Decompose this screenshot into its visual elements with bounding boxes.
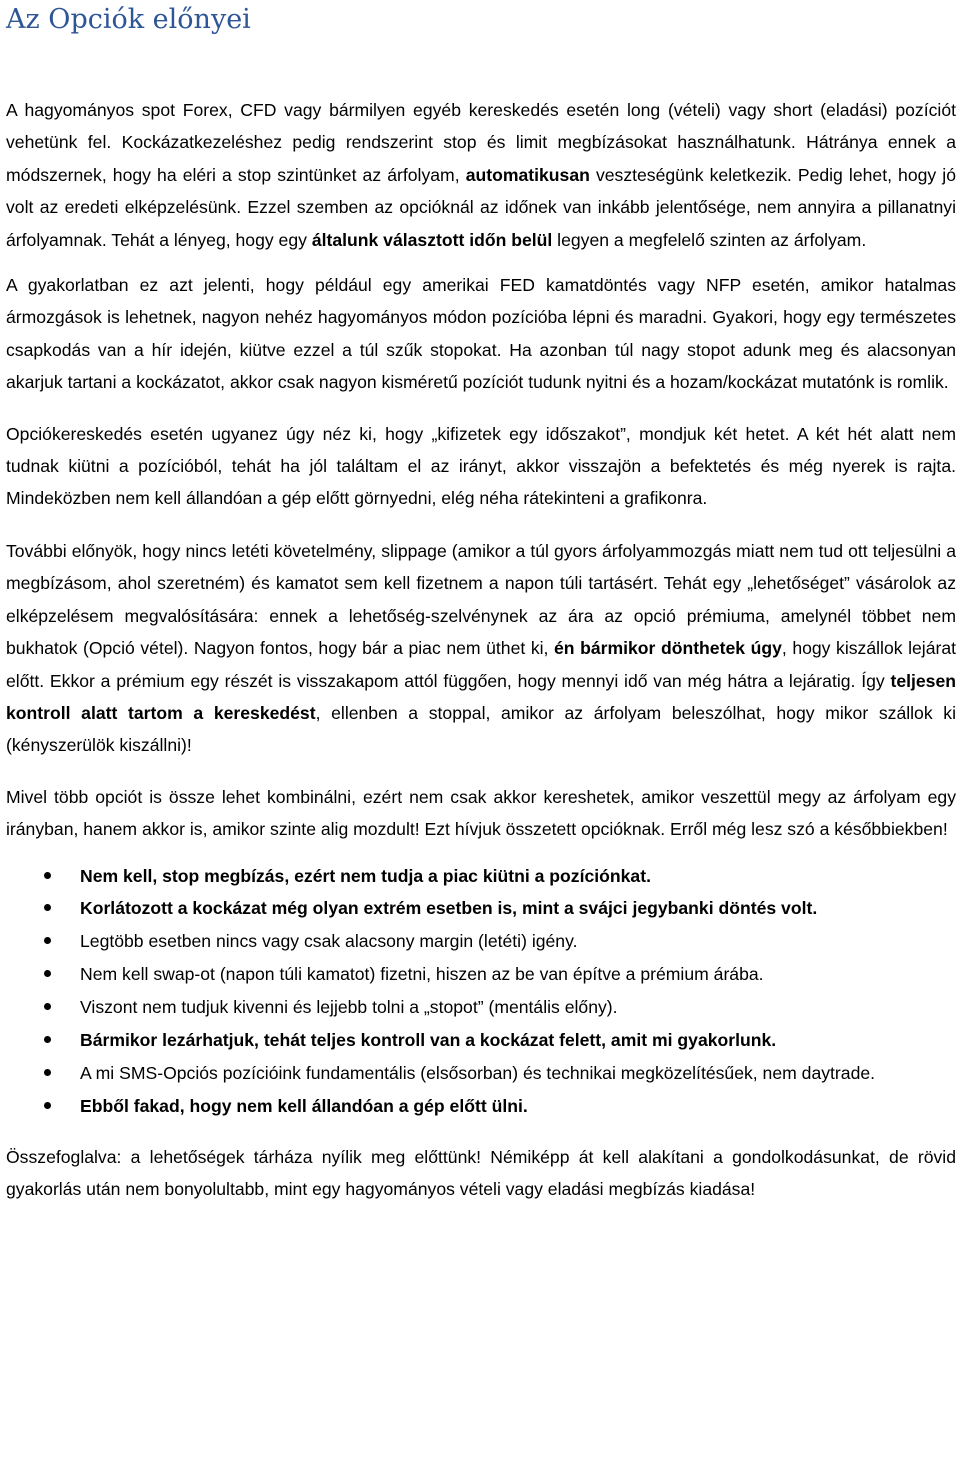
paragraph-intro-text-a: A hagyományos spot Forex, CFD vagy bármilyen egyéb kereskedés esetén long (vételi) vagy short (eladási) pozíciót vehetünk fel. Kockázatkezeléshez pedig rendszerint stop és limit megbízásokat használhatunk. Hátránya ennek a módszernek, hogy ha eléri a stop szintünket az árfolyam,	[6, 100, 956, 185]
paragraph-more-advantages-text-c: , hogy kiszállok lejárat előtt. Ekkor a prémium egy részét is visszakapom attól függően, hogy mennyi idő van még hátra a lejáratig. Így	[6, 638, 957, 691]
list-item	[6, 991, 956, 1024]
paragraph-more-advantages-bold-control: teljesen kontroll alatt tartom a kereskedést	[6, 670, 956, 723]
paragraph-intro-bold-automatic: automatikusan	[465, 164, 590, 185]
bullet-icon	[44, 1102, 51, 1109]
bullet-icon	[44, 1069, 51, 1076]
bullet-icon	[44, 970, 51, 977]
list-item-text: Ebből fakad, hogy nem kell állandóan a gép előtt ülni.	[80, 1095, 528, 1116]
list-item-text: Korlátozott a kockázat még olyan extrém esetben is, mint a svájci jegybanki döntés volt.	[80, 898, 818, 919]
advantages-list	[6, 860, 956, 1123]
bullet-icon	[44, 937, 51, 944]
list-item-text: Nem kell swap-ot (napon túli kamatot) fizetni, hiszen az be van építve a prémium árába.	[80, 964, 764, 985]
bullet-icon	[44, 904, 51, 911]
list-item-text: A mi SMS-Opciós pozícióink fundamentális (elsősorban) és technikai megközelítésűek, nem daytrade.	[80, 1062, 876, 1083]
list-item	[6, 892, 956, 925]
paragraph-intro-text-d: legyen a megfelelő szinten az árfolyam.	[552, 229, 867, 250]
paragraph-summary: Összefoglalva: a lehetőségek tárháza nyílik meg előttünk! Némiképp át kell alakítani a gondolkodásunkat, de rövid gyakorlás után nem bonyolultabb, mint egy hagyományos vételi vagy eladási megbízás kiadása!	[6, 1146, 956, 1200]
bullet-icon	[44, 872, 51, 879]
list-item	[6, 860, 956, 893]
paragraph-more-advantages	[6, 535, 956, 762]
list-item-text: Viszont nem tudjuk kivenni és lejjebb tolni a „stopot” (mentális előny).	[80, 997, 618, 1018]
paragraph-more-advantages-text-d: , ellenben a stoppal, amikor az árfolyam beleszólhat, hogy mikor szállok ki (kényszerülök kiszállni)!	[6, 702, 956, 756]
bullet-icon	[44, 1036, 51, 1043]
paragraph-more-advantages-text-a: További előnyök, hogy nincs letéti követelmény, slippage (amikor a túl gyors árfolyammozgás miatt nem tud ott teljesülni a megbízásom, ahol szeretném) és kamatot sem kell fizetnem a napon túli tartásért. Tehát egy „lehetőséget” vásárolok az elképzelésem megvalósítására: ennek a lehetőség-szelvénynek az ára az opció prémiuma, amelynél többet nem bukhatok (Opció vétel). Nagyon fontos, hogy bár a piac nem üthet ki,	[6, 540, 956, 659]
list-item	[6, 1057, 956, 1090]
paragraph-options-trading: Opciókereskedés esetén ugyanez úgy néz ki, hogy „kifizetek egy időszakot”, mondjuk két hetet. A két hét alatt nem tudnak kiütni a pozícióból, tehát ha jól találtam el az irányt, akkor visszajön a befektetés és még nyerek is rajta. Mindeközben nem kell állandóan a gép előtt görnyedni, elég néha rátekinteni a grafikonra.	[6, 423, 956, 509]
list-item	[6, 1090, 956, 1123]
list-item-text: Nem kell, stop megbízás, ezért nem tudja a piac kiütni a pozíciónkat.	[80, 865, 651, 886]
paragraph-practice: A gyakorlatban ez azt jelenti, hogy például egy amerikai FED kamatdöntés vagy NFP esetén, amikor hatalmas ármozgások is lehetnek, nagyon nehéz hagyományos módon pozícióba lépni és maradni. Gyakori, hogy egy természetes csapkodás van a hír idején, kiütve ezzel a túl szűk stopokat. Ha azonban túl nagy stopot adunk meg és alacsonyan akarjuk tartani a kockázatot, akkor csak nagyon kisméretű pozíciót tudunk nyitni és a hozam/kockázat mutatónk is romlik.	[6, 275, 956, 393]
document-page	[6, 0, 956, 1206]
bullet-icon	[44, 1003, 51, 1010]
paragraph-intro-bold-chosen-time: általunk választott időn belül	[311, 229, 553, 250]
list-item	[6, 925, 956, 958]
paragraph-intro-text-c: veszteségünk keletkezik. Pedig lehet, hogy jó volt az eredeti elképzelésünk. Ezzel szemben az opcióknál az időnek van inkább jelentősége, nem annyira a pillanatnyi árfolyamnak. Tehát a lényeg, hogy egy	[6, 164, 956, 250]
paragraph-more-advantages-bold-decide: én bármikor dönthetek úgy	[554, 638, 782, 659]
list-item-text: Legtöbb esetben nincs vagy csak alacsony margin (letéti) igény.	[80, 931, 578, 952]
document-title: Az Opciók előnyei	[6, 4, 251, 35]
list-item-text: Bármikor lezárhatjuk, tehát teljes kontroll van a kockázat felett, amit mi gyakorlunk.	[80, 1030, 777, 1051]
list-item	[6, 1024, 956, 1057]
list-item	[6, 958, 956, 991]
paragraph-combined-options: Mivel több opciót is össze lehet kombinálni, ezért nem csak akkor kereshetek, amikor veszettül megy az árfolyam egy irányban, hanem akkor is, amikor szinte alig mozdult! Ezt hívjuk összetett opcióknak. Erről még lesz szó a későbbiekben!	[6, 786, 956, 840]
paragraph-intro	[6, 94, 956, 256]
